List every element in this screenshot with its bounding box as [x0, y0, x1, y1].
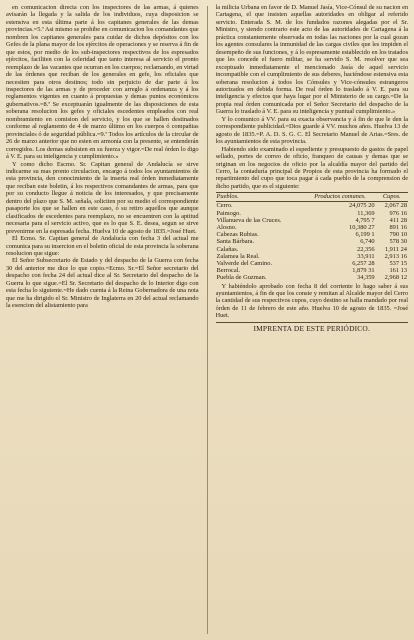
column-header-pueblos: Pueblos. [216, 193, 305, 202]
table-cell: Cabezas Rubias. [216, 231, 259, 239]
table-cell: 24,075 20 [349, 202, 375, 210]
table-cell: Alosno. [216, 223, 237, 231]
paragraph: Y habiéndolo aprobado con fecha 8 del corriente lo hago saber á sus ayuntamientos, á fin de que los conste y remitan al Alcalde mayor del Cerro la cantidad de sus respectivos cupos, cuyo destino se halla mandado por real órden de 11 de febrero de este año. Huelva 10 de agosto de 1835. =José Huet. [215, 282, 409, 320]
table-row [216, 253, 409, 260]
table-cell: Zalamea la Real. [216, 252, 260, 260]
table-cell: 578 30 [389, 238, 408, 246]
left-column [6, 4, 199, 636]
table-cell: 33,911 [357, 252, 375, 260]
table-row [216, 274, 409, 281]
column-header-productos: Productos comunes. [304, 193, 375, 202]
table-cell: 976 16 [389, 209, 408, 217]
table-cell: 1,879 31 [352, 267, 375, 275]
table-cell: 22,356 [357, 245, 375, 253]
table-cell: 6,199 1 [355, 231, 375, 239]
table-cell: 2,067 28 [384, 202, 408, 210]
table-cell: 6,257 28 [352, 259, 375, 267]
paragraph: Y como dicho Escmo. Sr. Capitan general de Andalucía se sirve indicarme su mas pronto circulacion, encargo á todos los ayuntamientos de esta provincia, den conocimiento de la inserta real órden inmediatamente que reciban este boletin, á los respectivos comandantes de armas, para que por su conducto llegue á noticia de los interesados, y que precisamente dentro del plazo que S. M. señala, soliciten por su medio el correspondiente pasaporte los que se hallen en este caso, ó su retiro aquellos que aunque clasificados de escedentes para reemplazo, no se encuentren con la aptitud necesaria para el servicio activo, que es lo que S. E. desea, segun se sirve prevenirme en la espresada fecha. Huelva 10 de agosto de 1835.=José Huet. [6, 160, 199, 235]
table-cell: 411 28 [389, 216, 408, 224]
table-cell: 6,740 [360, 238, 375, 246]
table-row [216, 202, 409, 210]
table-cell: Paimogo. [216, 209, 241, 217]
paragraph: El Ecmo. Sr. Capitan general de Andalucía con fecha 3 del actual me comunica para su insercion en el boletin oficial de esta provincia la soberana resolucion que sigue: [6, 235, 199, 257]
table-cell: Puebla de Guzman. [216, 274, 267, 282]
table-header-row [216, 193, 409, 202]
table-cell: 11,369 [357, 209, 375, 217]
paragraph: El Señor Subsecretario de Estado y del despacho de la Guerra con fecha 30 del anterior me dice lo que copio.=Ecmo. Sr.=El Señor secretario del despacho con fecha 24 del actual dice al Sr. Secretario del despacho de la Guerra lo que sigue.=El Sr. Secretario del despacho de lo Interior digo con esta fecha lo siguiente.=He dado cuenta á la Reina Gobernadora de una nota que me ha dirigido el Sr. Ministro de Inglaterra en 20 del actual reclamando la esencion del alistamiento para [6, 257, 199, 310]
table-cell: 891 16 [389, 223, 408, 231]
table-cell: 10,380 27 [349, 223, 375, 231]
table-cell: 1,911 24 [384, 245, 408, 253]
paragraph: la milicia Urbana en favor de D. Manuel Jasía, Vice-Cónsul de su nacion en Cartagena, el que insisten aquellas autoridades en obligar al referido servicio. Enterada S. M. de los fundados razones alegadas por el Sr. Ministro, y siendo contrario este acto de las autoridades de Cartagena á la práctica constantemente observada en todas las naciones por la cual gozan los agentes consulares la inmunidad de las cargas civiles que les impiden el desempeño de sus funciones, y á lo espresamente establecido en los tratados que les concede el fuero militar, se ha servido S. M. resolver que sea exceptuado inmediatamente el mencionado Jasía de aquel servicio incompatible con el cumplimiento de sus deberes, haciéndose estensiva esta soberana resolucion á todos los Cónsules y Vice-cónsules estrangeros autorizados en debida forma. De real órden lo traslado á V. E. para su inteligencia y efectos que haya lugar por el Ministerio de su cargo.=De la propia real órden comunicada por el Señor Secretario del despacho de la Guerra lo traslado á V. E. para su inteligencia y puntual cumplimiento.» [215, 4, 409, 116]
paragraph: Y lo comunico á VV. para su exacta observancia y á fin de que le den la correspondiente publicidad.=Dios guarde á VV. muchos años. Huelva 13 de agosto de 1835.=P. A. D. S. G. C. El Secretario Manuel de Arias.=Sres. de los ayuntamientos de esta provincia. [215, 115, 409, 146]
table-cell: Villanueva de las Cruces. [216, 216, 282, 224]
table-row [216, 260, 409, 267]
table-cell: 537 15 [389, 259, 408, 267]
table-cell: Berrocal. [216, 267, 241, 275]
table-cell: Cerro. [216, 202, 233, 210]
table-cell: 2,968 12 [384, 274, 408, 282]
table-row [216, 231, 409, 238]
column-header-cupos: Cupos. [376, 193, 408, 202]
table-row [216, 246, 409, 253]
table-row [216, 267, 409, 274]
right-column [216, 4, 409, 636]
paragraph: en comunicacion directa con los inspectores de las armas, á quienes avisarán la llegada y la salida de los individuos, cuya disposicion se estensiva en esta última parte á los capitanes generales de las demas provincias.=5.ª Asi mismo se prohibe en comunicacion los comandantes que nombren los capitanes generales para cuidar de dichos depósitos con los Gefes de la plana mayor de los ejércitos de operaciones y se reserva á fin de que estos, por medio de los sub-inspectores respectivos de los espresados ejércitos, faciliten con la celeridad que tanto interesa al servicio el pronto reemplazo de las vacantes que ocurran en los cuerpos; reclamando, en virtad de las órdenes que reciban de los generales en gefe, los oficiales que necesiten para otros destinos; todo sin perjuicio de dar parte á los inspectores de las armas y de proceder con arreglo á ordenanza y á los reglamentos vigentes en cuanto á propuestas y demas puntos económicos gubernativos.=8.ª Se exceptuarán igualmente de las disposiciones de esta soberana resolucion los gefes y oficiales escedentes empleados con real nombramiento en comision del servicio, y los que se hallen destinados conforme al reglamento de 4 de marzo último en los cuerpos ó compañias provinciales ó de seguridad pública.=9.ª Todos los artículos de la circular de 26 de marzo anterior que no esten en armonía con la presente, se entenderán corregidos. Los demas subsisten en su fuerza y vigor.=De real órden lo digo á V. E. para su inteligencia y cumplimiento.» [6, 4, 199, 161]
imprint-line: IMPRENTA DE ESTE PERIÓDICO. [216, 322, 409, 333]
table-cell: 790 10 [389, 231, 408, 239]
quota-table [216, 192, 409, 281]
table-row [216, 217, 409, 224]
table-row [216, 224, 409, 231]
table-cell: 2,913 16 [384, 252, 408, 260]
table-cell: 34,359 [357, 274, 375, 282]
table-cell: 161 13 [389, 267, 408, 275]
table-cell: Santa Bárbara. [216, 238, 255, 246]
table-cell: Valverde del Camino. [216, 259, 273, 267]
table-cell: Calañas. [216, 245, 239, 253]
table-cell: 4,795 7 [355, 216, 375, 224]
table-row [216, 210, 409, 217]
paragraph: Habiendo sido examinado el espediente y presupuesto de gastos de papel sellado, portes de correo de oficio, franqueo de causas y demas que se originan en los negocios de oficio por la alcaldía mayor del partido del Cerro, la contaduría principal de Propios de esta provincia ha formado el repartimiento del cupo que toca pagar á cada pueblo de la comprension de dicho partido, que es el siguiente: [215, 145, 409, 190]
table-row [216, 238, 409, 245]
column-divider [207, 6, 208, 634]
